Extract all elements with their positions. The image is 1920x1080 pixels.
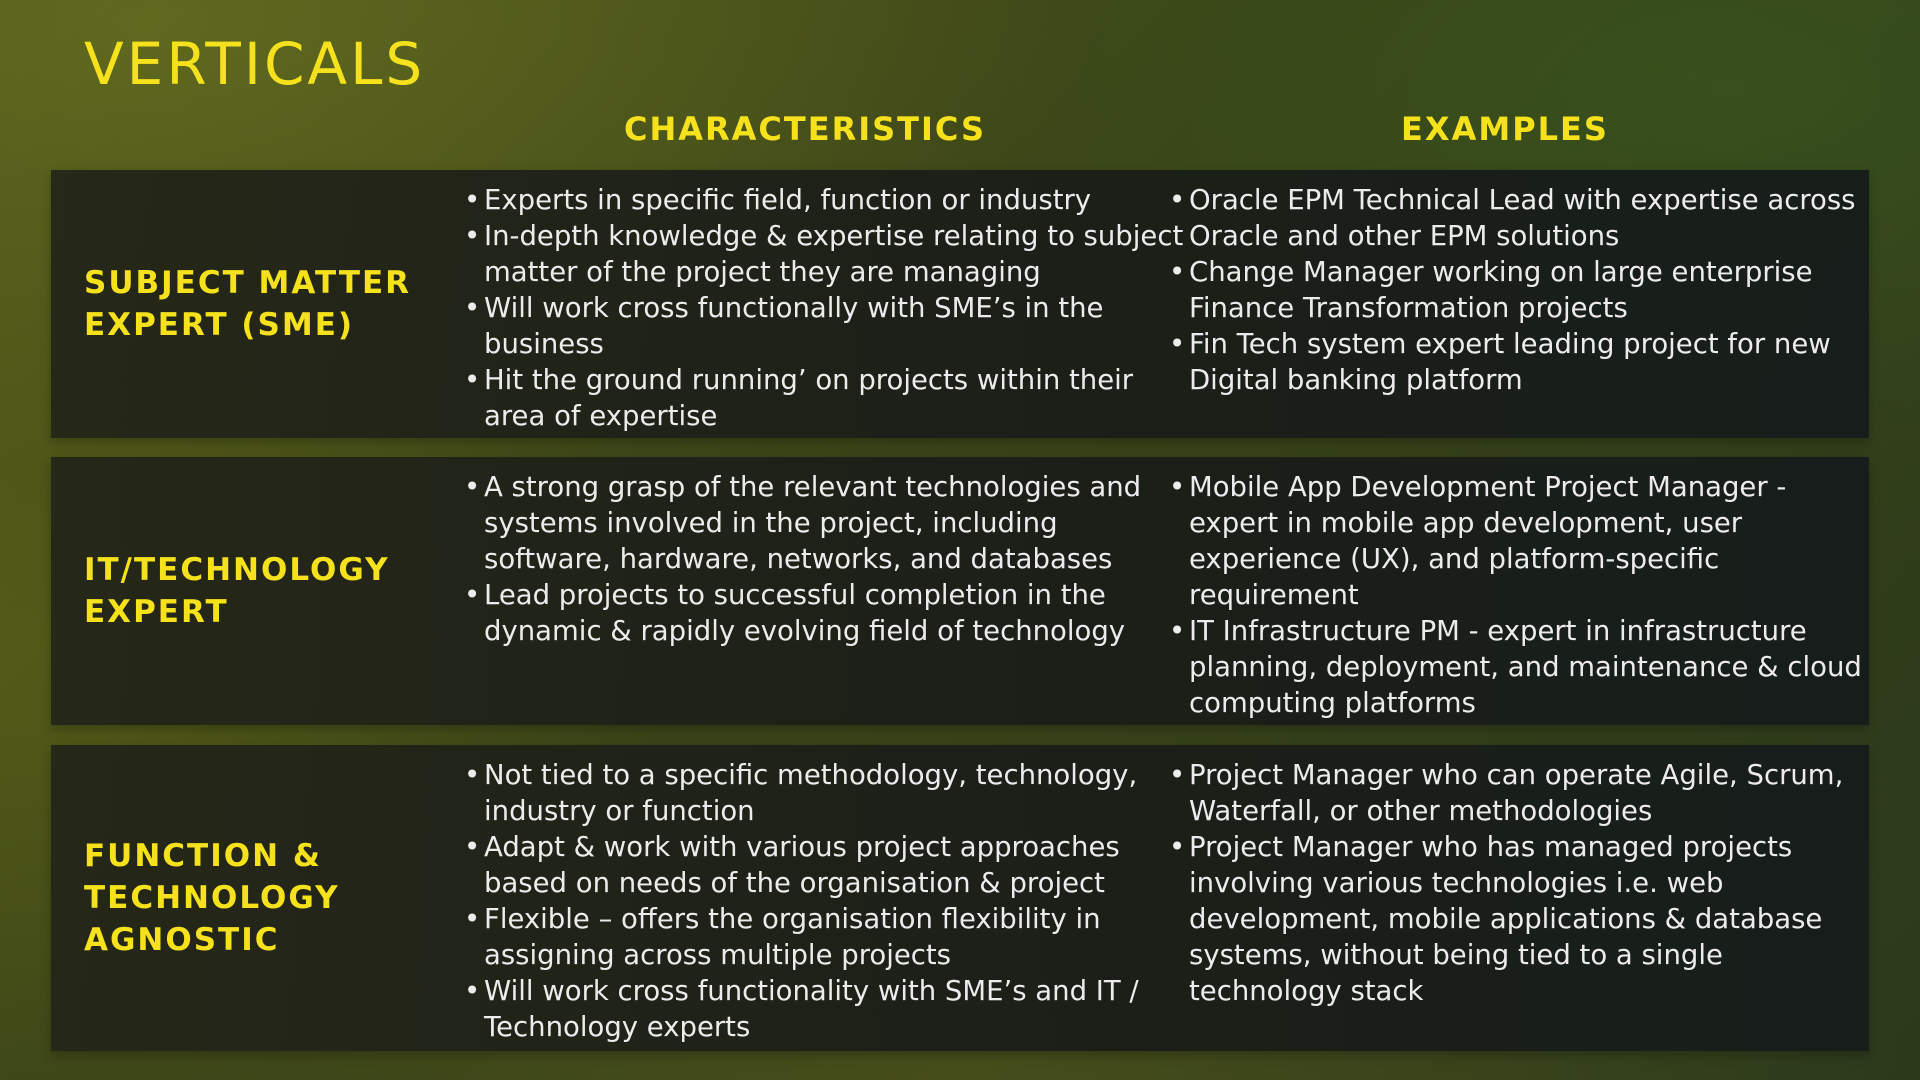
row-label-line: AGNOSTIC bbox=[84, 922, 280, 958]
examples-list bbox=[1169, 469, 1863, 721]
slide-title: VERTICALS bbox=[84, 30, 426, 98]
row-label-line: EXPERT bbox=[84, 594, 229, 630]
row-label-line: TECHNOLOGY bbox=[84, 880, 340, 916]
characteristics-list bbox=[464, 182, 1184, 434]
characteristic-item: • Flexible – offers the organisation flexibility in assigning across multiple projects bbox=[464, 901, 1184, 973]
characteristic-item: • Will work cross functionality with SME’s and IT / Technology experts bbox=[464, 973, 1184, 1045]
row-label-line: IT/TECHNOLOGY bbox=[84, 552, 390, 588]
example-item: • Project Manager who has managed projects involving various technologies i.e. web development, mobile applications & database systems, without being tied to a single technology stack bbox=[1169, 829, 1863, 1009]
characteristics-list bbox=[464, 469, 1184, 649]
example-item: • Project Manager who can operate Agile, Scrum, Waterfall, or other methodologies bbox=[1169, 757, 1863, 829]
row-label-agnostic bbox=[84, 835, 484, 961]
examples-list bbox=[1169, 182, 1863, 398]
characteristics-list bbox=[464, 757, 1184, 1045]
characteristic-item: • Lead projects to successful completion in the dynamic & rapidly evolving field of technology bbox=[464, 577, 1184, 649]
characteristic-item: • Hit the ground running’ on projects within their area of expertise bbox=[464, 362, 1184, 434]
examples-list bbox=[1169, 757, 1863, 1009]
row-label-sme bbox=[84, 262, 484, 346]
characteristic-item: • Adapt & work with various project approaches based on needs of the organisation & project bbox=[464, 829, 1184, 901]
example-item: • Fin Tech system expert leading project for new Digital banking platform bbox=[1169, 326, 1863, 398]
row-label-line: FUNCTION & bbox=[84, 838, 322, 874]
row-label-line: EXPERT (SME) bbox=[84, 307, 355, 343]
row-function-technology-agnostic bbox=[51, 745, 1869, 1051]
row-subject-matter-expert bbox=[51, 170, 1869, 438]
example-item: • IT Infrastructure PM - expert in infrastructure planning, deployment, and maintenance & cloud computing platforms bbox=[1169, 613, 1863, 721]
characteristic-item: • A strong grasp of the relevant technologies and systems involved in the project, including software, hardware, networks, and databases bbox=[464, 469, 1184, 577]
examples-header: EXAMPLES bbox=[1401, 110, 1609, 148]
characteristic-item: • In-depth knowledge & expertise relating to subject matter of the project they are managing bbox=[464, 218, 1184, 290]
row-label-it-technology bbox=[84, 549, 484, 633]
example-item: • Oracle EPM Technical Lead with expertise across Oracle and other EPM solutions bbox=[1169, 182, 1863, 254]
example-item: • Mobile App Development Project Manager - expert in mobile app development, user experience (UX), and platform-specific requirement bbox=[1169, 469, 1863, 613]
row-label-line: SUBJECT MATTER bbox=[84, 265, 412, 301]
example-item: • Change Manager working on large enterprise Finance Transformation projects bbox=[1169, 254, 1863, 326]
characteristic-item: • Not tied to a specific methodology, technology, industry or function bbox=[464, 757, 1184, 829]
row-it-technology-expert bbox=[51, 457, 1869, 725]
characteristic-item: • Will work cross functionally with SME’s in the business bbox=[464, 290, 1184, 362]
characteristics-header: CHARACTERISTICS bbox=[623, 110, 987, 148]
characteristic-item: • Experts in specific field, function or industry bbox=[464, 182, 1184, 218]
